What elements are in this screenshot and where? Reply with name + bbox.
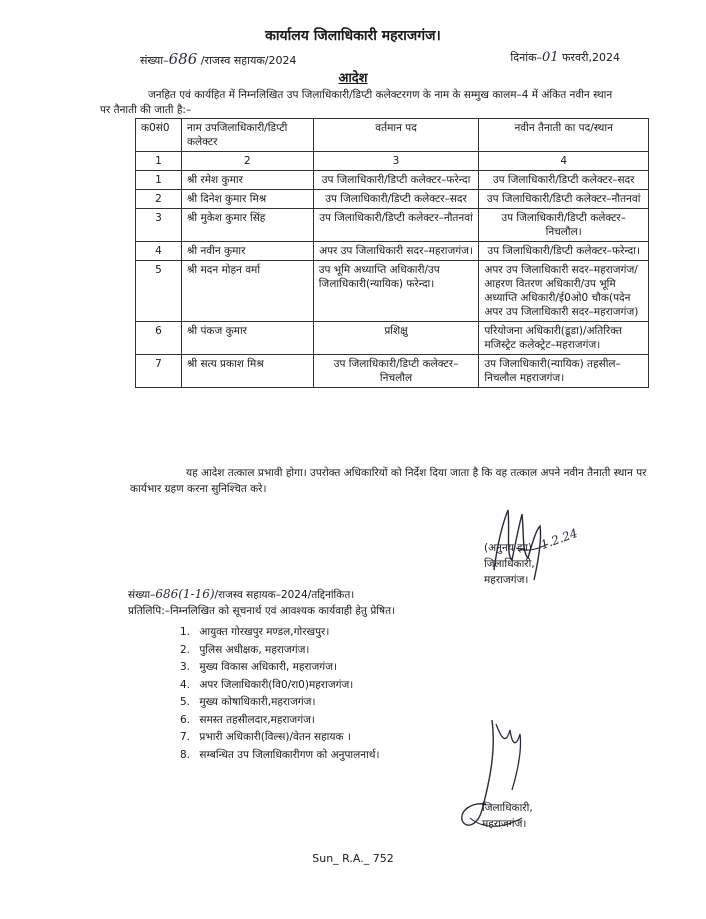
row-current-post: उप जिलाधिकारी/डिप्टी कलेक्टर–फरेन्दा	[313, 171, 479, 190]
column-number: 2	[181, 152, 313, 171]
copy-recipient-list	[180, 624, 380, 764]
footer-code: Sun_ R.A._ 752	[312, 852, 394, 865]
row-serial: 7	[136, 355, 182, 388]
signatory-place: महराजगंज।	[482, 818, 527, 830]
row-serial: 1	[136, 171, 182, 190]
office-title: कार्यालय जिलाधिकारी महराजगंज।	[265, 28, 441, 44]
signatory-place: महराजगंज।	[484, 574, 529, 586]
row-current-post: प्रशिक्षु	[313, 322, 479, 355]
row-officer-name: श्री सत्य प्रकाश मिश्र	[181, 355, 313, 388]
row-officer-name: श्री दिनेश कुमार मिश्र	[181, 190, 313, 209]
list-item	[180, 659, 380, 677]
signature-1-block	[484, 540, 535, 588]
row-current-post: उप जिलाधिकारी/डिप्टी कलेक्टर–निचलौल	[313, 355, 479, 388]
list-item	[180, 729, 380, 747]
row-officer-name: श्री रमेश कुमार	[181, 171, 313, 190]
order-date-line	[510, 50, 620, 65]
row-new-post: उप जिलाधिकारी/डिप्टी कलेक्टर–फरेन्दा।	[479, 242, 649, 261]
date-suffix: फरवरी,2024	[558, 51, 620, 64]
list-item	[180, 712, 380, 730]
row-current-post: उप जिलाधिकारी/डिप्टी कलेक्टर–नौतनवां	[313, 209, 479, 242]
row-officer-name: श्री मदन मोहन वर्मा	[181, 261, 313, 322]
copy-ref-number-handwritten: 686(1-16)	[155, 587, 215, 601]
ref-suffix: /राजस्व सहायक/2024	[197, 54, 297, 67]
list-item	[180, 624, 380, 642]
signatory-name: (अनुनय झा)	[484, 542, 532, 554]
item-number: 5.	[180, 696, 191, 708]
signature-1-date: 1.2.24	[538, 525, 580, 553]
row-officer-name: श्री नवीन कुमार	[181, 242, 313, 261]
column-number: 1	[136, 152, 182, 171]
signatory-designation: जिलाधिकारी,	[484, 558, 535, 570]
row-serial: 3	[136, 209, 182, 242]
closing-paragraph: यह आदेश तत्काल प्रभावी होगा। उपरोक्त अधिकारियों को निर्देश दिया जाता है कि वह तत्काल अपने नवीन तैनाती स्थान पर कार्यभार ग्रहण करना सुनिश्चित करे।	[130, 467, 647, 495]
table-row	[136, 261, 649, 322]
table-header-row	[136, 119, 649, 152]
item-number: 6.	[180, 713, 191, 726]
table-row	[136, 322, 649, 355]
table-row	[136, 242, 649, 261]
ref-number-handwritten: 686	[168, 50, 198, 68]
copy-intro: प्रतिलिपि:–निम्नलिखित को सूचनार्थ एवं आवश्यक कार्यवाही हेतु प्रेषित।	[128, 605, 396, 617]
intro-paragraph: जनहित एवं कार्यहित में निम्नलिखित उप जिलाधिकारी/डिप्टी कलेक्टरगण के नाम के सम्मुख कालम–4 में अंकित नवीन स्थान पर तैनाती की जाती है:–	[100, 89, 613, 116]
table-row	[136, 209, 649, 242]
date-day-handwritten: 01	[542, 50, 559, 65]
reference-number-line	[140, 50, 297, 68]
row-serial: 5	[136, 261, 182, 322]
copy-ref-prefix: संख्या–	[128, 589, 156, 601]
posting-table	[135, 118, 649, 388]
table-row	[136, 190, 649, 209]
row-new-post: अपर उप जिलाधिकारी सदर–महराजगंज/आहरण वितरण अधिकारी/उप भूमि अध्याप्ति अधिकारी/ई0ओ0 चौक(पदेन अपर उप जिलाधिकारी सदर–महराजगंज)	[479, 261, 649, 322]
row-new-post: उप जिलाधिकारी/डिप्टी कलेक्टर–नौतनवां	[479, 190, 649, 209]
row-officer-name: श्री मुकेश कुमार सिंह	[181, 209, 313, 242]
item-number: 4.	[180, 678, 191, 691]
header-new-post: नवीन तैनाती का पद/स्थान	[479, 119, 649, 152]
copy-reference-line	[128, 587, 354, 602]
row-new-post: उप जिलाधिकारी/डिप्टी कलेक्टर–सदर	[479, 171, 649, 190]
signature-2-block	[482, 800, 533, 832]
list-item	[180, 642, 380, 660]
ref-prefix: संख्या–	[140, 54, 169, 67]
row-current-post: उप जिलाधिकारी/डिप्टी कलेक्टर–सदर	[313, 190, 479, 209]
item-number: 2.	[180, 643, 191, 656]
item-number: 8.	[180, 748, 191, 761]
header-current-post: वर्तमान पद	[313, 119, 479, 152]
item-text: अपर जिलाधिकारी(वि0/रा0)महराजगंज।	[199, 678, 354, 691]
list-item	[180, 694, 380, 712]
row-officer-name: श्री पंकज कुमार	[181, 322, 313, 355]
row-new-post: उप जिलाधिकारी/डिप्टी कलेक्टर–निचलौल।	[479, 209, 649, 242]
row-current-post: अपर उप जिलाधिकारी सदर–महराजगंज।	[313, 242, 479, 261]
item-number: 3.	[180, 661, 191, 673]
order-title: आदेश	[338, 71, 368, 86]
item-text: मुख्य विकास अधिकारी, महराजगंज।	[199, 661, 337, 673]
item-text: पुलिस अधीक्षक, महराजगंज।	[199, 643, 310, 656]
row-serial: 4	[136, 242, 182, 261]
table-row	[136, 171, 649, 190]
column-number: 3	[313, 152, 479, 171]
header-serial: क0सं0	[136, 119, 182, 152]
item-text: मुख्य कोषाधिकारी,महराजगंज।	[199, 696, 316, 708]
item-number: 1.	[180, 626, 191, 638]
table-column-number-row	[136, 152, 649, 171]
copy-ref-suffix: /राजस्व सहायक–2024/तद्दिनांकित।	[214, 589, 355, 601]
item-text: प्रभारी अधिकारी(विल्स)/वेतन सहायक ।	[199, 731, 351, 743]
table-row	[136, 355, 649, 388]
row-new-post: उप जिलाधिकारी(न्यायिक) तहसील–निचलौल महराजगंज।	[479, 355, 649, 388]
item-text: सम्बन्धित उप जिलाधिकारीगण को अनुपालनार्थ।	[199, 748, 380, 761]
row-serial: 6	[136, 322, 182, 355]
row-current-post: उप भूमि अध्याप्ति अधिकारी/उप जिलाधिकारी(न्यायिक) फरेन्दा।	[313, 261, 479, 322]
list-item	[180, 747, 380, 765]
header-name: नाम उपजिलाधिकारी/डिप्टी कलेक्टर	[181, 119, 313, 152]
row-serial: 2	[136, 190, 182, 209]
date-prefix: दिनांक–	[510, 51, 543, 64]
signatory-designation: जिलाधिकारी,	[482, 802, 533, 814]
row-new-post: परियोजना अधिकारी(डूडा)/अतिरिक्त मजिस्ट्रेट कलेक्ट्रेट–महराजगंज।	[479, 322, 649, 355]
item-text: समस्त तहसीलदार,महराजगंज।	[199, 713, 315, 726]
item-text: आयुक्त गोरखपुर मण्डल,गोरखपुर।	[199, 626, 330, 638]
column-number: 4	[479, 152, 649, 171]
item-number: 7.	[180, 731, 191, 743]
list-item	[180, 677, 380, 695]
